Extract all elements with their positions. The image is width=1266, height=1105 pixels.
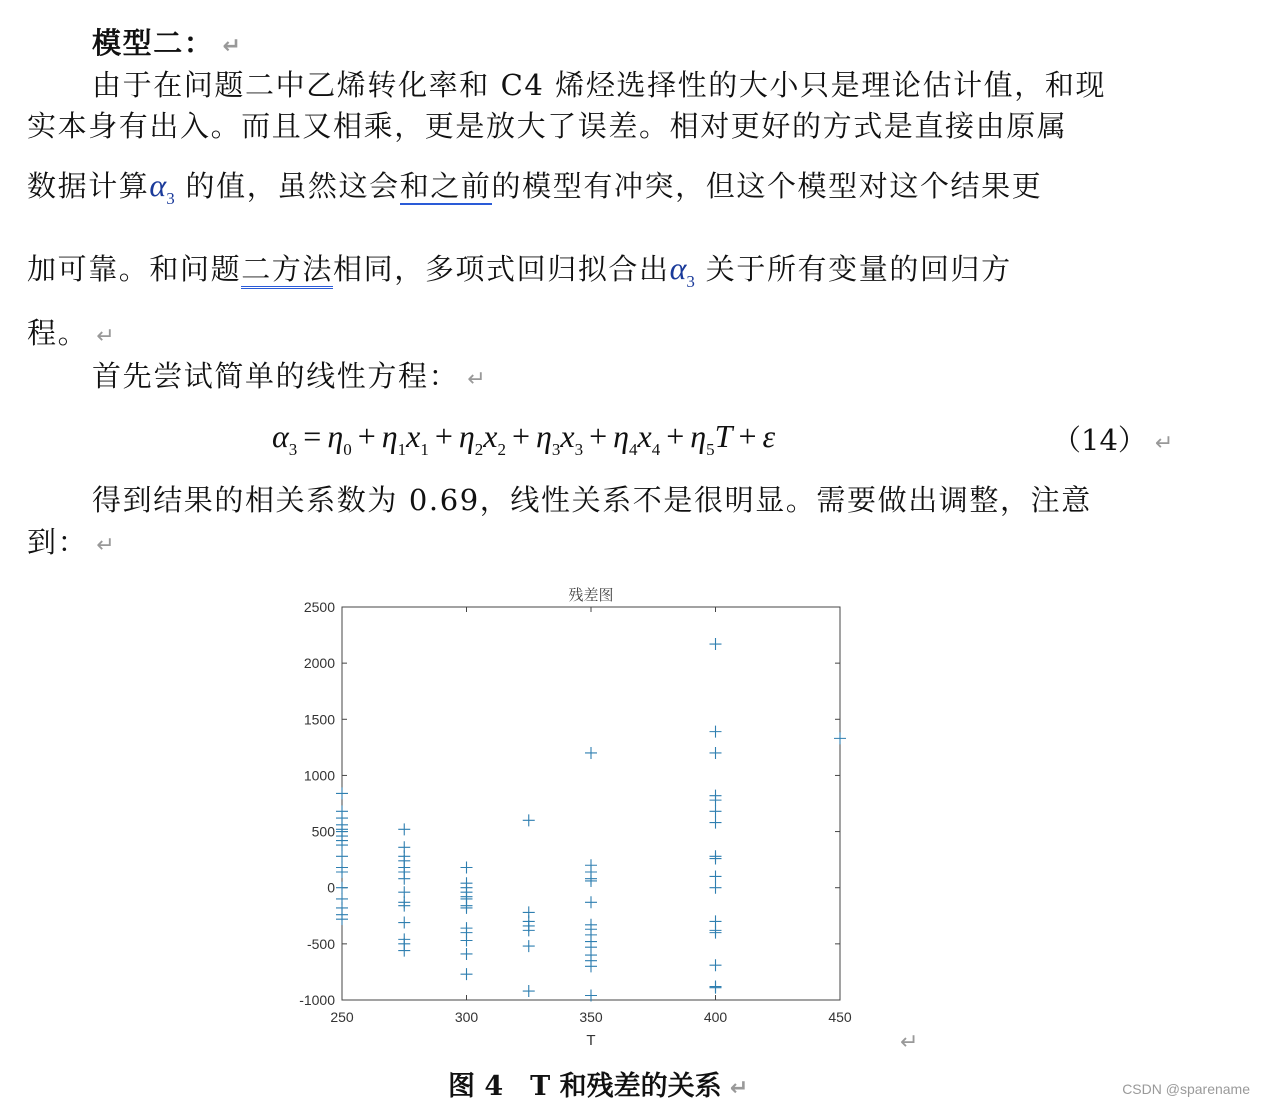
return-mark-icon: ↵ (1154, 431, 1174, 456)
equation-symbol: $\eta_1$ (381, 418, 407, 459)
figure-caption: 图 4 T 和残差的关系 ↵ (448, 1071, 749, 1102)
equation-operator: + (738, 418, 757, 454)
equation-operator: + (511, 418, 531, 454)
equation-symbol: $x_1$ (406, 418, 429, 459)
y-tick-label: 2000 (303, 655, 335, 672)
equation-symbol: $\eta_0$ (327, 418, 352, 459)
x-tick-label: 300 (454, 1009, 479, 1025)
equation-operator: = (303, 418, 322, 454)
equation-symbol: ε (762, 418, 776, 454)
x-tick-label: 450 (828, 1009, 852, 1025)
watermark: CSDN @sparename (1122, 1081, 1250, 1097)
equation-symbol: $x_4$ (637, 418, 661, 459)
text-segment: 程。 (27, 316, 89, 350)
return-mark-icon: ↵ (222, 34, 243, 59)
alpha3-symbol: $\alpha_3$ (669, 250, 695, 291)
equation-symbol: $x_3$ (560, 418, 584, 459)
grammar-underline-text[interactable]: 二方法 (241, 252, 333, 289)
equation-symbol: $\eta_4$ (613, 418, 638, 459)
equation-symbol: $\alpha_3$ (272, 418, 298, 459)
y-tick-label: 0 (327, 879, 335, 896)
paragraph-line (27, 251, 1012, 299)
y-tick-label: -500 (306, 935, 335, 952)
equation-operator: + (589, 418, 608, 454)
text-segment: 的值，虽然这会 (174, 169, 400, 203)
equation-symbol: $x_2$ (483, 418, 506, 459)
alpha3-symbol: $\alpha_3$ (149, 167, 175, 208)
paragraph-line (27, 168, 1042, 216)
return-mark-icon: ↵ (96, 324, 117, 349)
x-tick-label: 250 (330, 1009, 354, 1025)
paragraph-line (27, 316, 116, 354)
x-axis-label: T (586, 1032, 596, 1049)
text-segment: 相同，多项式回归拟合出 (333, 252, 670, 286)
equation-symbol: $\eta_3$ (536, 418, 561, 459)
equation-symbol: $\eta_2$ (458, 418, 484, 459)
text-segment: 数据计算 (27, 169, 150, 203)
y-tick-label: 2500 (303, 599, 335, 615)
heading-text: 模型二： (92, 26, 215, 60)
return-mark-icon: ↵ (729, 1076, 749, 1101)
return-mark-icon: ↵ (900, 1030, 919, 1055)
paragraph-line: 得到结果的相关系数为 0.69，线性关系不是很明显。需要做出调整，注意 (92, 483, 1092, 517)
section-heading (92, 26, 242, 64)
y-tick-label: 1000 (303, 767, 335, 784)
paragraph-line: 实本身有出入。而且又相乘，更是放大了误差。相对更好的方式是直接由原属 (27, 109, 1068, 143)
residual-scatter-chart (280, 578, 880, 1058)
y-tick-label: 500 (311, 823, 335, 840)
equation-operator: + (434, 418, 453, 454)
text-segment: 加可靠。和问题 (27, 252, 242, 286)
return-mark-icon: ↵ (467, 367, 488, 392)
x-tick-label: 400 (703, 1009, 728, 1025)
text-segment: 首先尝试简单的线性方程： (92, 359, 460, 393)
y-tick-label: -1000 (299, 992, 335, 1008)
grammar-underline-text[interactable]: 和之前 (399, 169, 492, 203)
equation-symbol: $\eta_5$ (690, 418, 715, 459)
equation-symbol: T (714, 418, 733, 454)
return-mark-icon: ↵ (96, 533, 117, 558)
text-segment: 的模型有冲突，但这个模型对这个结果更 (491, 169, 1043, 203)
equation-14 (272, 418, 775, 460)
text-segment: 到： (27, 525, 89, 559)
chart-title: 残差图 (568, 586, 614, 604)
paragraph-line (27, 525, 116, 563)
paragraph-line: 由于在问题二中乙烯转化率和 C4 烯烃选择性的大小只是理论估计值，和现 (92, 68, 1107, 102)
paragraph-line (92, 359, 487, 397)
equation-operator: + (357, 418, 376, 454)
equation-operator: + (666, 418, 685, 454)
text-segment: 关于所有变量的回归方 (694, 252, 1012, 286)
x-tick-label: 350 (579, 1009, 603, 1025)
equation-number: （14） ↵ (1052, 423, 1174, 457)
y-tick-label: 1500 (303, 711, 335, 728)
